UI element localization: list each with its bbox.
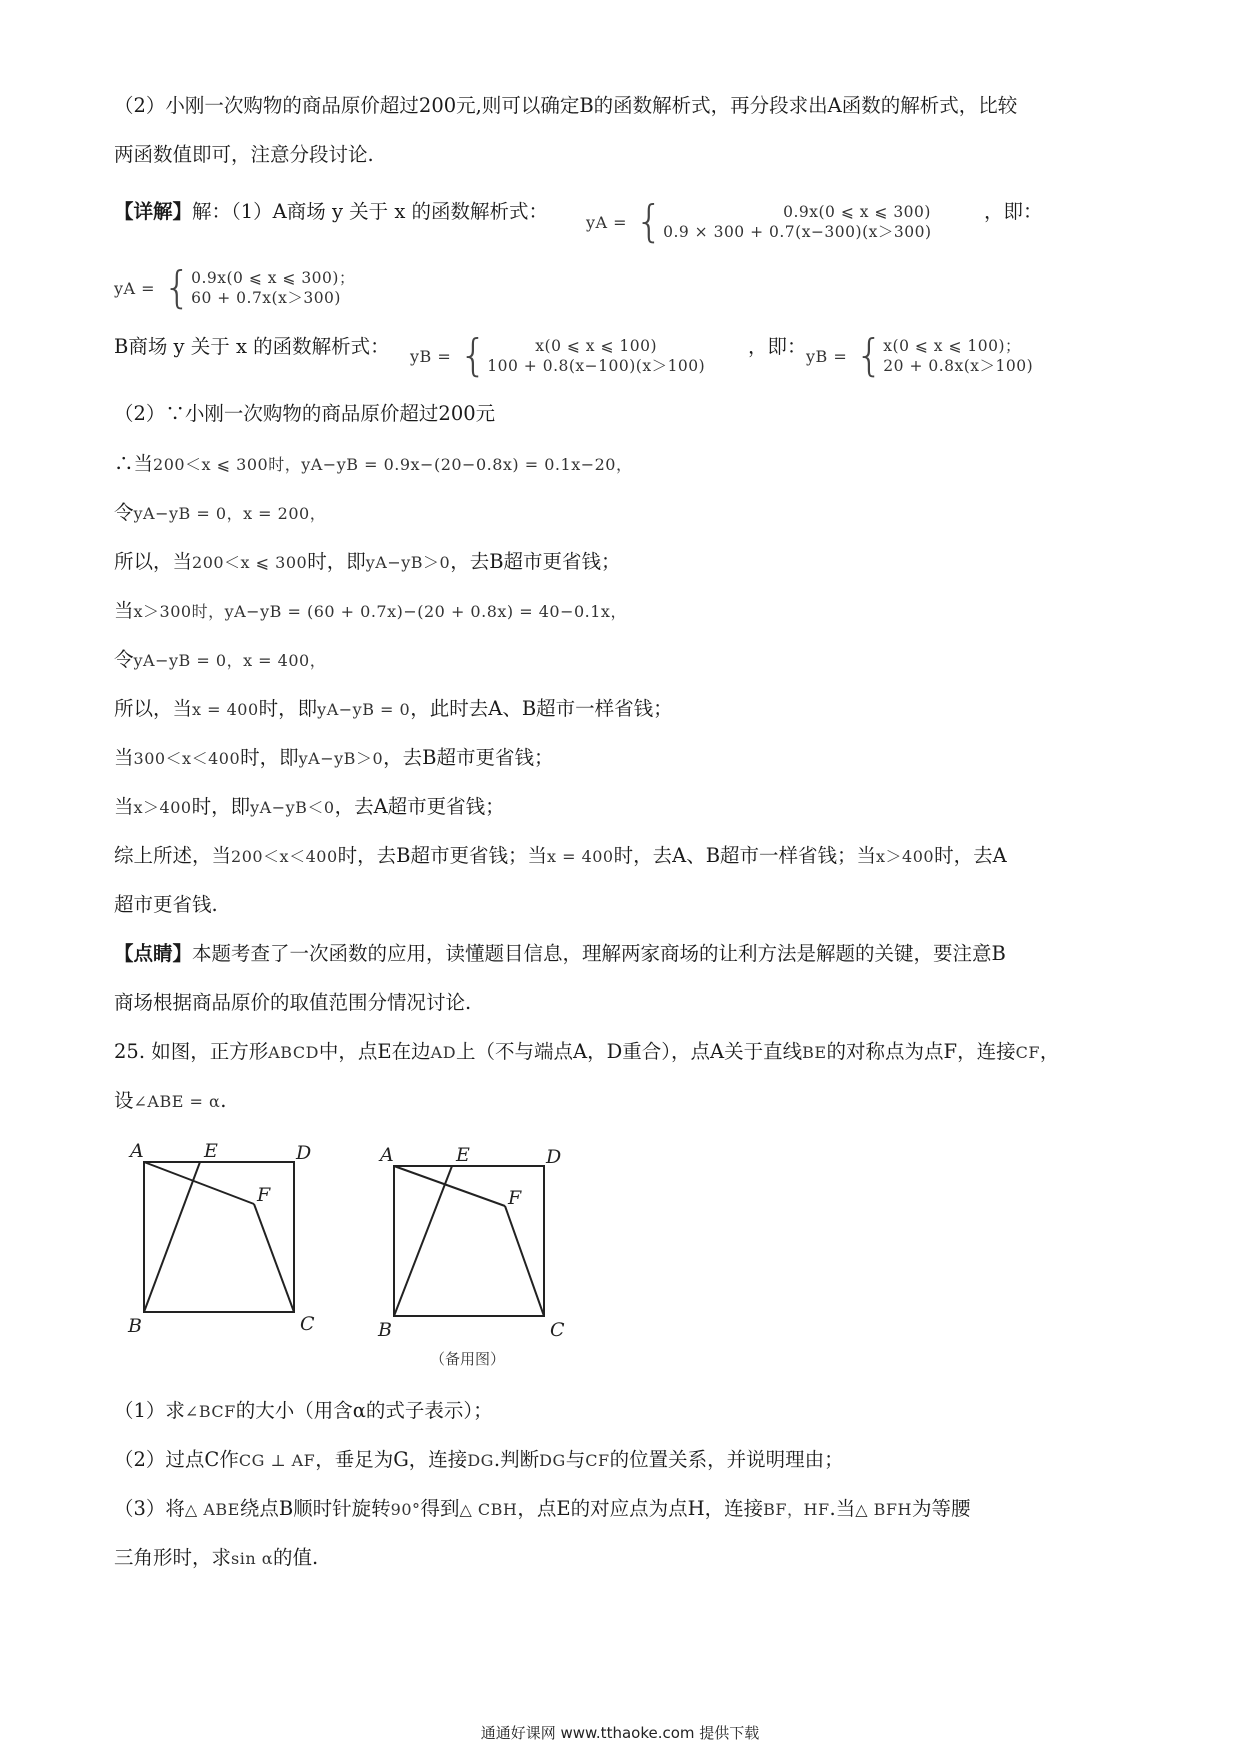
text-run: 时，即 — [258, 697, 318, 720]
math-run: 200＜x＜400 — [231, 847, 338, 866]
text-run: .当 — [829, 1497, 856, 1520]
text-run: . — [220, 1089, 227, 1112]
cases — [663, 202, 931, 242]
text-run: 的大小（用含α的式子表示）； — [235, 1399, 493, 1422]
text-line: （2）∵小刚一次购物的商品原价超过200元 — [114, 402, 496, 425]
geometry-figure-spare — [370, 1132, 580, 1372]
text-run: 绕点B顺时针旋转 — [239, 1497, 391, 1520]
text-run: 上（不与端点A，D重合），点A关于直线 — [456, 1040, 803, 1063]
text-run: ，垂足为G，连接 — [315, 1448, 468, 1471]
text-run: ， — [1039, 1040, 1060, 1063]
math-run: yA−yB = 0 — [317, 700, 411, 719]
math-run: △ ABE — [184, 1500, 240, 1519]
text-line — [114, 695, 673, 724]
text-run: 解：（1）A商场 y 关于 x 的函数解析式： — [192, 200, 549, 223]
math-run: DG — [539, 1451, 566, 1470]
text-line — [114, 597, 627, 626]
text-run: 的位置关系，并说明理由； — [609, 1448, 844, 1471]
text-line — [114, 1038, 1059, 1067]
text-run: 令 — [114, 501, 134, 524]
text-run: 得到 — [420, 1497, 460, 1520]
text-run: 中，点E在边 — [318, 1040, 431, 1063]
text-run: 当 — [114, 599, 134, 622]
text-run: 时，即 — [307, 550, 366, 573]
math-run: yA−yB = 0，x = 200， — [133, 504, 327, 523]
text-run: 为等腰 — [911, 1497, 971, 1520]
text-line — [114, 548, 621, 577]
math-run: yA−yB＞0 — [365, 553, 451, 572]
piecewise-yb-simplified — [806, 330, 1034, 381]
question-3-cont — [114, 1544, 318, 1573]
math-run: △ CBH — [459, 1500, 518, 1519]
text-line — [114, 940, 1006, 968]
case-1: x(0 ⩽ x ⩽ 100) — [535, 337, 658, 355]
math-run: yA−yB = 0，x = 400， — [133, 651, 327, 670]
text-run: 的对称点为点F，连接 — [826, 1040, 1016, 1063]
math-run: yA−yB＞0 — [298, 749, 384, 768]
question-2 — [114, 1446, 844, 1475]
label-f: F — [508, 1187, 522, 1209]
label-b: B — [378, 1319, 392, 1341]
segment-be — [144, 1162, 200, 1312]
text-run: 当 — [114, 795, 134, 818]
cases — [191, 268, 355, 308]
text-line — [114, 450, 632, 479]
text-run: 时，即 — [240, 746, 299, 769]
case-2: 0.9 × 300 + 0.7(x−300)(x＞300) — [663, 223, 932, 241]
text-run: 时，即 — [191, 795, 251, 818]
text-run: 所以，当 — [114, 697, 193, 720]
text-line — [114, 646, 326, 675]
label-e: E — [204, 1140, 218, 1162]
case-1: x(0 ⩽ x ⩽ 100)； — [883, 337, 1022, 355]
segment-fc — [505, 1206, 544, 1316]
math-run: 200＜x ⩽ 300时，yA−yB = 0.9x−(20−0.8x) = 0.1x−20， — [153, 455, 633, 474]
segment-fc — [254, 1204, 294, 1312]
text-line: B商场 y 关于 x 的函数解析式： — [114, 335, 390, 358]
spare-caption: （备用图） — [430, 1350, 506, 1368]
geometry-figure-main — [120, 1132, 320, 1342]
text-line — [114, 744, 553, 773]
case-1: 0.9x(0 ⩽ x ⩽ 300) — [783, 203, 931, 221]
square-abcd — [394, 1166, 544, 1316]
math-run: 300＜x＜400 — [133, 749, 241, 768]
math-run: 200＜x ⩽ 300 — [192, 553, 308, 572]
math-run: CF — [585, 1451, 610, 1470]
text-run: 时，去A — [934, 844, 1007, 867]
section-tag: 【点睛】 — [114, 942, 193, 965]
text-line — [114, 842, 1007, 871]
text-line — [114, 1087, 227, 1116]
case-2: 20 + 0.8x(x＞100) — [883, 357, 1034, 375]
math-run: AD — [430, 1043, 457, 1062]
text-run: ，去B超市更省钱； — [383, 746, 554, 769]
text-run: 时，去A、B超市一样省钱；当 — [613, 844, 877, 867]
text-run: 令 — [114, 648, 134, 671]
math-run: sin α — [231, 1549, 274, 1568]
math-run: CF — [1015, 1043, 1040, 1062]
question-3 — [114, 1495, 970, 1524]
section-tag: 【详解】 — [114, 200, 193, 223]
text-run: （3）将 — [114, 1497, 185, 1520]
math-run: x = 400 — [192, 700, 259, 719]
case-2: 100 + 0.8(x−100)(x＞100) — [487, 357, 706, 375]
brace: { — [163, 262, 192, 313]
text-run: ，此时去A、B超市一样省钱； — [410, 697, 673, 720]
segment-be — [394, 1166, 452, 1316]
text-line — [114, 793, 505, 822]
text-run: ，点E的对应点为点H，连接 — [517, 1497, 764, 1520]
case-1: 0.9x(0 ⩽ x ⩽ 300)； — [191, 269, 355, 287]
cases — [487, 336, 705, 376]
label-d: D — [546, 1146, 562, 1168]
case-2: 60 + 0.7x(x＞300) — [191, 289, 341, 307]
text-run: ，即： — [748, 335, 807, 358]
segment-af — [144, 1162, 254, 1204]
math-run: x＞400 — [133, 798, 192, 817]
cases — [883, 336, 1033, 376]
text-run: ，去B超市更省钱； — [450, 550, 621, 573]
text-run: （1）求 — [114, 1399, 185, 1422]
text-run: 25. 如图，正方形 — [114, 1040, 269, 1063]
math-run: yA−yB＜0 — [250, 798, 335, 817]
math-run: BE — [802, 1043, 827, 1062]
text-line: 超市更省钱. — [114, 893, 218, 916]
math-run: DG — [467, 1451, 494, 1470]
brace: { — [635, 196, 664, 247]
ya-symbol: yA = — [114, 278, 156, 298]
label-c: C — [550, 1319, 565, 1341]
label-a: A — [380, 1144, 394, 1166]
math-run: ∠ABE = α — [133, 1092, 221, 1111]
text-run: 三角形时，求 — [114, 1546, 232, 1569]
text-run: .判断 — [493, 1448, 540, 1471]
math-run: x＞400 — [876, 847, 935, 866]
text-run: 设 — [114, 1089, 134, 1112]
math-run: △ BFH — [855, 1500, 912, 1519]
text-run: 与 — [565, 1448, 586, 1471]
label-d: D — [296, 1142, 312, 1164]
math-run: CG ⊥ AF — [238, 1451, 316, 1470]
label-b: B — [128, 1315, 142, 1337]
text-run: 的值. — [273, 1546, 319, 1569]
text-run: 所以，当 — [114, 550, 193, 573]
text-run: 本题考查了一次函数的应用，读懂题目信息，理解两家商场的让利方法是解题的关键，要注意B — [192, 942, 1006, 965]
page-footer: 通通好课网 www.tthaoke.com 提供下载 — [480, 1724, 760, 1742]
text-run: ∴当 — [114, 452, 154, 475]
math-run: x＞300时，yA−yB = (60 + 0.7x)−(20 + 0.8x) = 40−0.1x， — [133, 602, 627, 621]
text-line: 两函数值即可，注意分段讨论. — [114, 143, 374, 166]
text-run: 综上所述，当 — [114, 844, 232, 867]
brace: { — [459, 330, 488, 381]
text-line: 商场根据商品原价的取值范围分情况讨论. — [114, 991, 472, 1014]
text-run: （2）过点C作 — [114, 1448, 239, 1471]
math-run: BF，HF — [763, 1500, 830, 1519]
math-run: ABCD — [268, 1043, 319, 1062]
square-abcd — [144, 1162, 294, 1312]
ya-symbol: yA = — [586, 212, 628, 232]
piecewise-yb — [410, 330, 706, 381]
label-e: E — [456, 1144, 470, 1166]
text-run: 当 — [114, 746, 134, 769]
question-1 — [114, 1397, 493, 1426]
piecewise-ya — [586, 196, 932, 247]
label-c: C — [300, 1313, 315, 1335]
label-f: F — [257, 1184, 271, 1206]
text-line — [114, 499, 326, 528]
yb-symbol: yB = — [806, 346, 848, 366]
math-run: 90° — [390, 1500, 421, 1519]
text-line: （2）小刚一次购物的商品原价超过200元,则可以确定B的函数解析式，再分段求出A函数的解析式，比较 — [114, 94, 1018, 117]
text-line — [114, 198, 548, 226]
text-run: ，即： — [984, 200, 1043, 223]
text-run: 时，去B超市更省钱；当 — [337, 844, 547, 867]
text-run: ，去A超市更省钱； — [334, 795, 505, 818]
math-run: x = 400 — [546, 847, 614, 866]
math-run: ∠BCF — [184, 1402, 236, 1421]
yb-symbol: yB = — [410, 346, 452, 366]
brace: { — [855, 330, 884, 381]
label-a: A — [130, 1140, 144, 1162]
piecewise-ya-simplified — [114, 262, 355, 313]
